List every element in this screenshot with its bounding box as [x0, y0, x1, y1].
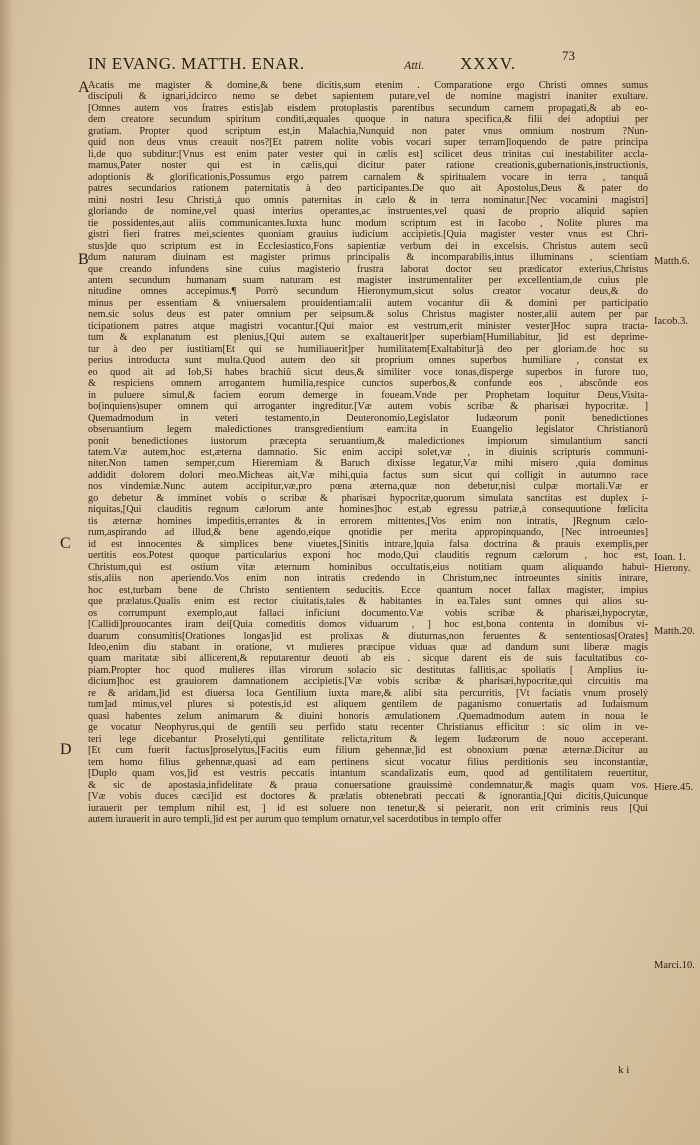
body-text	[88, 80, 648, 825]
text-line: dum naturam diuinam est magister primus principalis & incomparabilis,intus illuminans , scientiam	[88, 252, 648, 264]
text-line: niter.Non tamen semper,cum Hieremiam & Baruch dixisse legatur,Væ mihi misero ,quia dominus	[88, 458, 648, 470]
margin-note-ioan1: Ioan. 1.	[654, 552, 686, 563]
text-line: rum,aspirando ad illud,& bene agendo,eique qnotidie per merita appropinquando, [Nec introeuntes]	[88, 527, 648, 539]
text-line: duarum consumitis[Orationes longas]id est prolixas & diuturnas,non feruentes & sententiosas[Orates]	[88, 630, 648, 642]
text-line: perius introducta sunt multa.Quod autem deo sit proprium omnes superbos humiliare , constat ex	[88, 355, 648, 367]
folio-number: 73	[562, 48, 575, 63]
catchword: k i	[618, 1064, 630, 1076]
text-line: stis,aliis non aperiendo.Vos enim non intratis credendo in Christum,nec introeuntes sinitis intrare,	[88, 573, 648, 585]
text-line: nem.sic solus deus est pater omnium per seipsum.& solus Christus magister noster,alii autem per par	[88, 309, 648, 321]
section-letter-a: A	[78, 79, 90, 96]
text-line: addidit dolorem dolori meo.Micheas ait,Væ mihi,quia factus sum sicut qui colligit in autumno race	[88, 469, 648, 481]
text-line: eo quod ait ad Iob,Si habes brachiũ sicut deus,& similiter voce tonas,disperge superbos in furore tuo,	[88, 366, 648, 378]
text-line: antem secundum humanam suam naturam est magister instrumentaliter per excellentiam,de cuius ple	[88, 274, 648, 286]
text-line: tie possidentes,aut aliis communicantes.Iuxta hunc modum scriptum est in Iacobo , Nolite plures ma	[88, 217, 648, 229]
text-line: iurauerit per templum nihil est, ] id est soluere non tenetur,& si peierarit, non erit criminis reus [Qui	[88, 802, 648, 814]
text-line: patres secundarios rationem paternitatis à deo participantes.De quo ait Apostolus,Deus & pater do	[88, 183, 648, 195]
text-line: [Duplo quam vos,]id est vestris peccatis intantum scandalizatis eum, quod ad gentilitatem reuertitur,	[88, 768, 648, 780]
text-line: tatem.Væ autem,hoc est,æterna damnatio. Sic enim accipi solet,væ , in diuinis scripturis communi-	[88, 447, 648, 458]
text-line: go debetur & imminet vobis o scribæ & pharisæi hypocritæ,quorum simulata sanctitas est duplex i-	[88, 492, 648, 504]
text-line: [Væ vobis duces cæci]id est doctores & prælatis obtenebrati peccati & ignorantia,[Qui dicitis,Quicunque	[88, 791, 648, 803]
text-line: & sic de apostasia,infidelitate & praua conuersatione grauissimè condemnatur,& magis quam vos.	[88, 779, 648, 791]
text-line: hoc est,turbam bene de Christo sentientem seducitis. Ecce quantum nocet fallax magister, impius	[88, 584, 648, 596]
text-line: dem creatore secundum spiritum conditi,æquales quoque in natura specifica,& filii dei adoptiui per	[88, 114, 648, 126]
margin-note-hierony: Hierony.	[654, 563, 691, 574]
text-line: tis æternæ homines impeditis,errantes & in errorem mittentes,[Vos enim non intratis, ]Regnum cælo-	[88, 515, 648, 527]
text-line: obseruantium legem maledictiones transgredientium eam:ita in Euangelio legislator Christianorũ	[88, 424, 648, 436]
section-label: Atti.	[404, 58, 425, 72]
chapter-number: XXXV.	[460, 54, 517, 73]
text-line: adoptionis & glorificationis,Possumus ergo patrem carnalem & spiritualem vocare in terra , tanquã	[88, 171, 648, 183]
text-line: Acatis me magister & domine,& bene dicitis,sum etenim . Comparatione ergo Christi omnes sumus	[88, 80, 648, 91]
text-line: tur à deo per iustitiam[Et qui se humiliauerit]per humilitatem[Exaltabitur]à deo per gloriam.de hoc su	[88, 343, 648, 355]
text-line: mini nostri Iesu Christi,à quo omnis paternitas in cælo & in terra nominatur.[Nec vocamini magistri]	[88, 194, 648, 206]
text-line: gistri fieri fratres mei,scientes quoniam grauius iudicium accipietis.[Quia magister vester vnus est Chri-	[88, 229, 648, 241]
text-line: ponit benedictiones iustorum præcepta seruantium,& maledictiones impiorum simulantium sancti	[88, 435, 648, 447]
text-line: os corrumpunt exemplo,aut fallaci inficiunt documento.Væ vobis scribæ & pharisæi,hypocrytæ,	[88, 607, 648, 619]
text-line: & respiciens omnem arrogantem humilia,respice cunctos superbos,& confunde eos , abscõnde eos	[88, 378, 648, 390]
text-line: [Omnes autem vos fratres estis]ab eisdem protoplastis parentibus secundum carnem propagati,& ab eo-	[88, 102, 648, 114]
text-line: dicium]hoc est grauiorem damnationem accipietis.[Væ vobis scribæ & pharisæi,hypocritæ,qui circuitis ma	[88, 676, 648, 688]
text-line: Christum,qui est ostium vitæ æternum hominibus occultatis,eius notitiam quam aliquando habui-	[88, 561, 648, 573]
section-letter-b: B	[78, 251, 89, 268]
running-title: IN EVANG. MATTH. ENAR.	[88, 54, 305, 73]
text-line: gloriando de nomine,vel quasi interius operantes,ac instruentes,vel quasi de proprio aliquid sapien	[88, 206, 648, 218]
text-line: uertitis eos.Potest quoque particularius exponi hoc modo,Qui clauditis regnum cælorum , hoc est,	[88, 550, 648, 562]
text-line: quam maritatæ sibi allicerent,& reputarentur deuoti ab eis . sicque darent eis de suis facultatibus co-	[88, 653, 648, 665]
margin-note-marci10: Marci.10.	[654, 960, 695, 971]
text-line: nos vindemiæ.Nunc autem accipitur,væ,pro pœna æterna,quæ non debetur,nisi culpæ mortali.Væ er	[88, 481, 648, 493]
section-letter-c: C	[60, 535, 71, 552]
text-line: que creando infundens sine cuius magisterio frustra laborat doctor seu prædicator exterius,Christus	[88, 263, 648, 275]
text-line: ticipationem patres atque magistri vocantur.[Qui maior est vestrum,erit minister vester]Hoc supra tracta-	[88, 320, 648, 332]
text-line: discipuli & ignari,idcirco nemo se debet sapientem putare,vel de nomine magistri inaniter exultare.	[88, 91, 648, 103]
text-line: stus]de quo scriptum est in Ecclesiastico,Fons sapientiæ verbum dei in excelsis. Christus autem secũ	[88, 240, 648, 252]
text-line: [Et cum fuerit factus]proselytus,[Facitis eum filium gehennæ,]id est obnoxium pœnæ æternæ.Dicitur au	[88, 745, 648, 757]
text-line: Quemadmodum in veteri testamento,in Deuteronomio,Legislator Iudæorum ponit benedictiones	[88, 412, 648, 424]
section-letter-d: D	[60, 741, 72, 758]
text-line: [Callidi]prouocantes iram dei[Quia comeditis domos viduarum , ] hoc est,bona contenta in domibus vi-	[88, 619, 648, 631]
text-line: id est innocentes & simplices bene viuetes,[Sinitis intrare,]quia falsa doctrina & prauis exemplis,per	[88, 538, 648, 550]
text-line: niquitas,[Qui clauditis regnum cælorum ante homines]hoc est,ab egressu patriæ,à consequutione fœlicita	[88, 504, 648, 516]
text-line: tum & explanatum est plenius,[Qui autem se exaltauerit]per superbiam[Humiliabitur, ]id est deprime-	[88, 332, 648, 344]
text-line: mamus,Pater noster qui est in cælis,qui dicitur pater ratione creationis,gubernationis,instructionis,	[88, 160, 648, 172]
text-line: minus per essentiam & vniuersalem prouidentiam:alii autem vocantur dii & domini per participatio	[88, 297, 648, 309]
text-line: autem iurauerit in auro templi,]id est per aurum quo templum ornatur,vel sacerdotibus in templo offer	[88, 814, 502, 825]
text-line: que prælatus.Qualis enim est rector ciuitatis,tales & habitantes in ea.Tales sunt omnes qui alios su-	[88, 596, 648, 608]
margin-note-matth20: Matth.20.	[654, 626, 695, 637]
text-line: Ideo,enim diu stabant in oratione, vt mulieres præcipue viduas quæ ad dandum sunt liberæ magis	[88, 641, 648, 653]
text-line: ge vocatur Neophyrus,qui de gentili seu perfido statu recenter Christianus efficitur : sic olim in ve-	[88, 722, 648, 734]
text-line: re & aridam,]id est diuersa loca Gentilium iuxta mare,& alibi sita percurritis, [Vt faciatis vnum proselý	[88, 687, 648, 699]
text-line: tum]ad minus,vel plures si potestis,id est aliquem gentilem de paganismo conuertatis ad Iudaismum	[88, 699, 648, 711]
text-line: bo(inquiens)super omnem qui arroganter ingreditur.[Væ autem vobis scribæ & pharisæi hypocritæ. ]	[88, 401, 648, 413]
text-line: teri lege dicebantur Proselyti,qui gentilitate relicta,ritum & legem Iudæorum de nouo acceperant.	[88, 733, 648, 745]
text-line: quid non deus vnus creauit nos?[Et patrem nolite vobis vocari super terram]loquendo de patre principa	[88, 137, 648, 149]
text-line: tem homo filius gehennæ,quasi ad eam pertinens sicut vocatur filius perditionis seu inconstantiæ,	[88, 756, 648, 768]
margin-note-iacob3: Iacob.3.	[654, 316, 688, 327]
text-line: in puluere simul,& faciem eorum demerge in foueam.Vnde per Prophetam loquitur Deus,Visita-	[88, 389, 648, 401]
text-line: li,de quo subditur:[Vnus est enim pater vester qui in cælis est] scilicet deus trinitas cui inestabiliter accla-	[88, 148, 648, 160]
text-line: quasi habentes zelum animarum & diuini honoris æmulationem .Quemadmodum autem in noua le	[88, 710, 648, 722]
text-line: piam.Propter hoc quod mulieres illas virorum solacio sic destitutas fallitis,ac spoliatis [ Amplius iu-	[88, 664, 648, 676]
text-line: nitudine omnes accepimus.¶ Porrò secundum Hieronymum,sicut solus creator vocatur deus,& do	[88, 286, 648, 298]
margin-note-hiere45: Hiere.45.	[654, 782, 694, 793]
text-line: gratiam. Propter quod scriptum est,in Malachia,Nunquid non pater vnus omnium nostrum ?Nun-	[88, 125, 648, 137]
running-header	[88, 48, 668, 76]
margin-note-matth6: Matth.6.	[654, 256, 690, 267]
